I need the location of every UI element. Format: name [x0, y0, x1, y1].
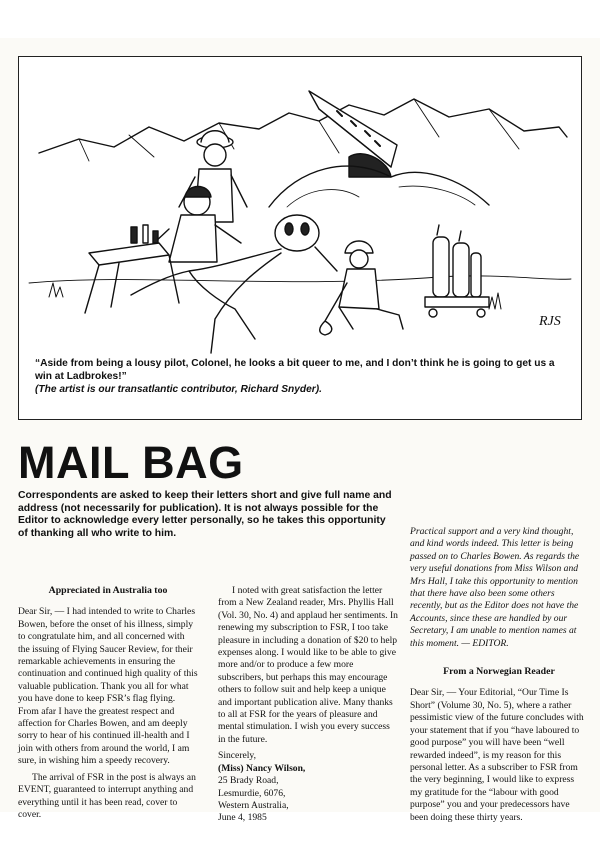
caption-credit: (The artist is our transatlantic contributor, Richard Snyder).: [35, 384, 322, 395]
cartoon-caption: [35, 357, 565, 396]
hill: [269, 166, 489, 207]
section-title: MAIL BAG: [18, 437, 244, 488]
editor-note: Practical support and a very kind thought, and kind words indeed. This letter is being passed on to Charles Bowen. As regards the very useful donations from Miss Wilson and Mrs Hall, I take this opportunity to mention that there have also been some others recently, but as the Editor does not have the Accounts, since these are handled by our Secretary, I am unable to mention names at this moment. — EDITOR.: [410, 526, 580, 649]
caption-quote: “Aside from being a lousy pilot, Colonel, he looks a bit queer to me, and I don’t think he is going to get us a win at Ladbrokes!”: [35, 358, 555, 382]
letter-paragraph: Dear Sir, — Your Editorial, “Our Time Is Short” (Volume 30, No. 5), where a rather pessimistic view of the future concludes with your statement that if you “have laboured to good purpose” you will have been “well rewarded indeed”, is my reason for this personal letter. As a subscriber to FSR from the very beginning, I would like to express my gratitude for the “labour with good purpose” you and your predecessors have been doing these thirty years.: [410, 687, 584, 823]
mountain-ridge: [39, 99, 567, 153]
column-1: [18, 585, 198, 825]
gas-cylinders: [425, 225, 489, 317]
letter-heading: From a Norwegian Reader: [443, 666, 555, 678]
address-line: Lesmurdie, 6076,: [218, 787, 286, 799]
crashed-saucer: [309, 91, 397, 177]
letter-paragraph: Dear Sir, — I had intended to write to Charles Bowen, before the onset of his illness, simply to congratulate him, and all concerned with the issuing of Flying Saucer Review, for their remarkable achievements in ensuring the continuation and continued high quality of this valuable publication. Thank you all for what you have done to keep FSR’s flag flying. From afar I have the greatest respect and affection for Charles Bowen, and am deeply sorry to hear of his continued ill-health and I join with others from around the world, I am sure, in wishing him a speedy recovery.: [18, 606, 198, 767]
address-line: 25 Brady Road,: [218, 775, 279, 787]
column-3: [410, 526, 588, 828]
column-2: [218, 585, 398, 825]
magazine-page: [0, 38, 600, 824]
artist-signature: RJS: [539, 314, 561, 329]
signer-name: (Miss) Nancy Wilson,: [218, 762, 306, 774]
address-line: Western Australia,: [218, 799, 289, 811]
cartoon-panel: [18, 56, 582, 420]
letter-signoff: [218, 750, 398, 824]
closing: Sincerely,: [218, 750, 257, 762]
letter-paragraph: The arrival of FSR in the post is always an EVENT, guaranteed to interrupt anything and everything until it has been read, cover to cover.: [18, 771, 196, 820]
letter-date: June 4, 1985: [218, 812, 267, 824]
letter-heading: Appreciated in Australia too: [48, 585, 168, 596]
intro-note: Correspondents are asked to keep their letters short and give full name and address (not necessarily for publication). It is not always possible for the Editor to acknowledge every letter personally, so he takes this opportunity of thanking all who write to him.: [18, 490, 392, 539]
ground-line: [29, 276, 571, 283]
soldier-figure: [320, 241, 403, 335]
letter-paragraph: I noted with great satisfaction the letter from a New Zealand reader, Mrs. Phyllis Hall (Vol. 30, No. 4) and applaud her sentiments. In renewing my subscription to FSR, I too take pleasure in including a donation of $20 to help expenses along. I would like to be able to give more and/or to produce a few more subscribers, but perhaps this may encourage others to follow suit and help keep a unique and important publication alive. Many thanks to all at FSR for the years of pleasure and mental stimulation. I wish you every success in the future.: [218, 585, 398, 745]
instrument-table: [85, 225, 179, 313]
